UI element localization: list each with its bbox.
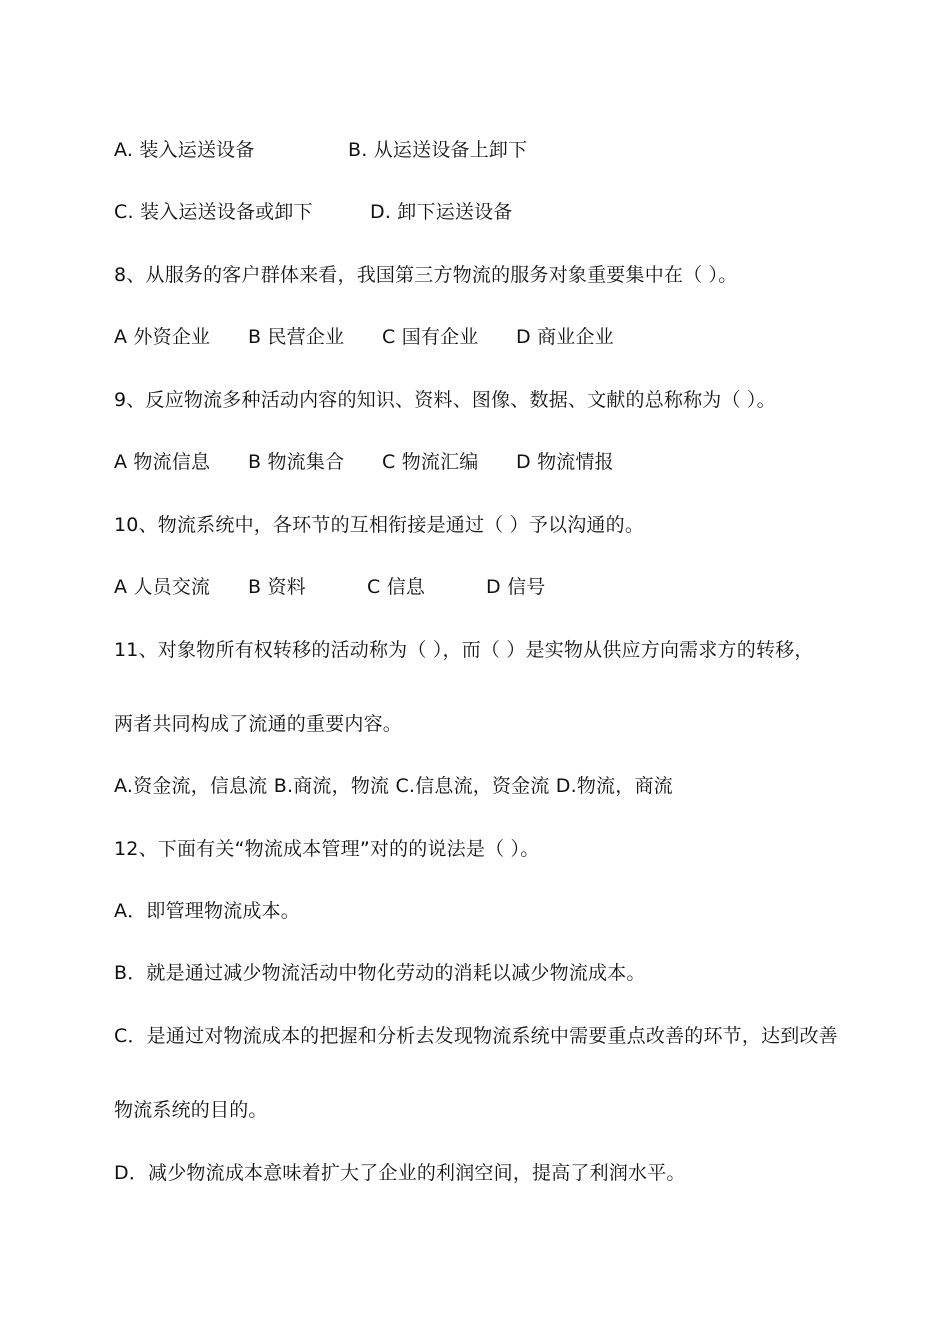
q8-stem: 8、从服务的客户群体来看，我国第三方物流的服务对象重要集中在（ ）。 bbox=[114, 264, 738, 286]
q7-option-d: D. 卸下运送设备 bbox=[370, 201, 513, 223]
q7-option-a: A. 装入运送设备 bbox=[114, 139, 255, 161]
q9-options bbox=[114, 449, 714, 475]
q8-option-d: D 商业企业 bbox=[516, 326, 614, 348]
q7-option-b: B. 从运送设备上卸下 bbox=[348, 139, 528, 161]
q9-option-c: C 物流汇编 bbox=[382, 451, 479, 473]
q8-option-c: C 国有企业 bbox=[382, 326, 479, 348]
q7-options-row-1 bbox=[114, 137, 714, 163]
q10-option-a: A 人员交流 bbox=[114, 576, 211, 598]
q11-stem-line-1: 11、对象物所有权转移的活动称为（ ），而（ ）是实物从供应方向需求方的转移， bbox=[114, 639, 814, 661]
q10-option-c: C 信息 bbox=[367, 576, 426, 598]
q7-options-row-2 bbox=[114, 199, 714, 225]
q9-option-a: A 物流信息 bbox=[114, 451, 211, 473]
q10-option-d: D 信号 bbox=[486, 576, 546, 598]
q12-stem: 12、下面有关“物流成本管理”对的的说法是（ ）。 bbox=[114, 838, 540, 860]
q9-option-b: B 物流集合 bbox=[248, 451, 345, 473]
q12-option-c-line-2: 物流系统的目的。 bbox=[114, 1099, 268, 1121]
q10-option-b: B 资料 bbox=[248, 576, 306, 598]
q12-option-d: D．减少物流成本意味着扩大了企业的利润空间，提高了利润水平。 bbox=[114, 1162, 686, 1184]
q9-stem: 9、反应物流多种活动内容的知识、资料、图像、数据、文献的总称称为（ ）。 bbox=[114, 389, 776, 411]
q10-stem: 10、物流系统中，各环节的互相衔接是通过（ ）予以沟通的。 bbox=[114, 514, 645, 536]
q8-option-b: B 民营企业 bbox=[248, 326, 345, 348]
q12-option-c-line-1: C．是通过对物流成本的把握和分析去发现物流系统中需要重点改善的环节，达到改善 bbox=[114, 1025, 838, 1047]
q10-options bbox=[114, 574, 714, 600]
q11-stem-line-2: 两者共同构成了流通的重要内容。 bbox=[114, 713, 403, 735]
q8-options bbox=[114, 324, 714, 350]
q8-option-a: A 外资企业 bbox=[114, 326, 211, 348]
q12-option-b: B．就是通过减少物流活动中物化劳动的消耗以减少物流成本。 bbox=[114, 962, 646, 984]
q11-options: A.资金流，信息流 B.商流，物流 C.信息流，资金流 D.物流，商流 bbox=[114, 775, 673, 797]
q12-option-a: A．即管理物流成本。 bbox=[114, 900, 300, 922]
q7-option-c: C. 装入运送设备或卸下 bbox=[114, 201, 313, 223]
q9-option-d: D 物流情报 bbox=[516, 451, 614, 473]
